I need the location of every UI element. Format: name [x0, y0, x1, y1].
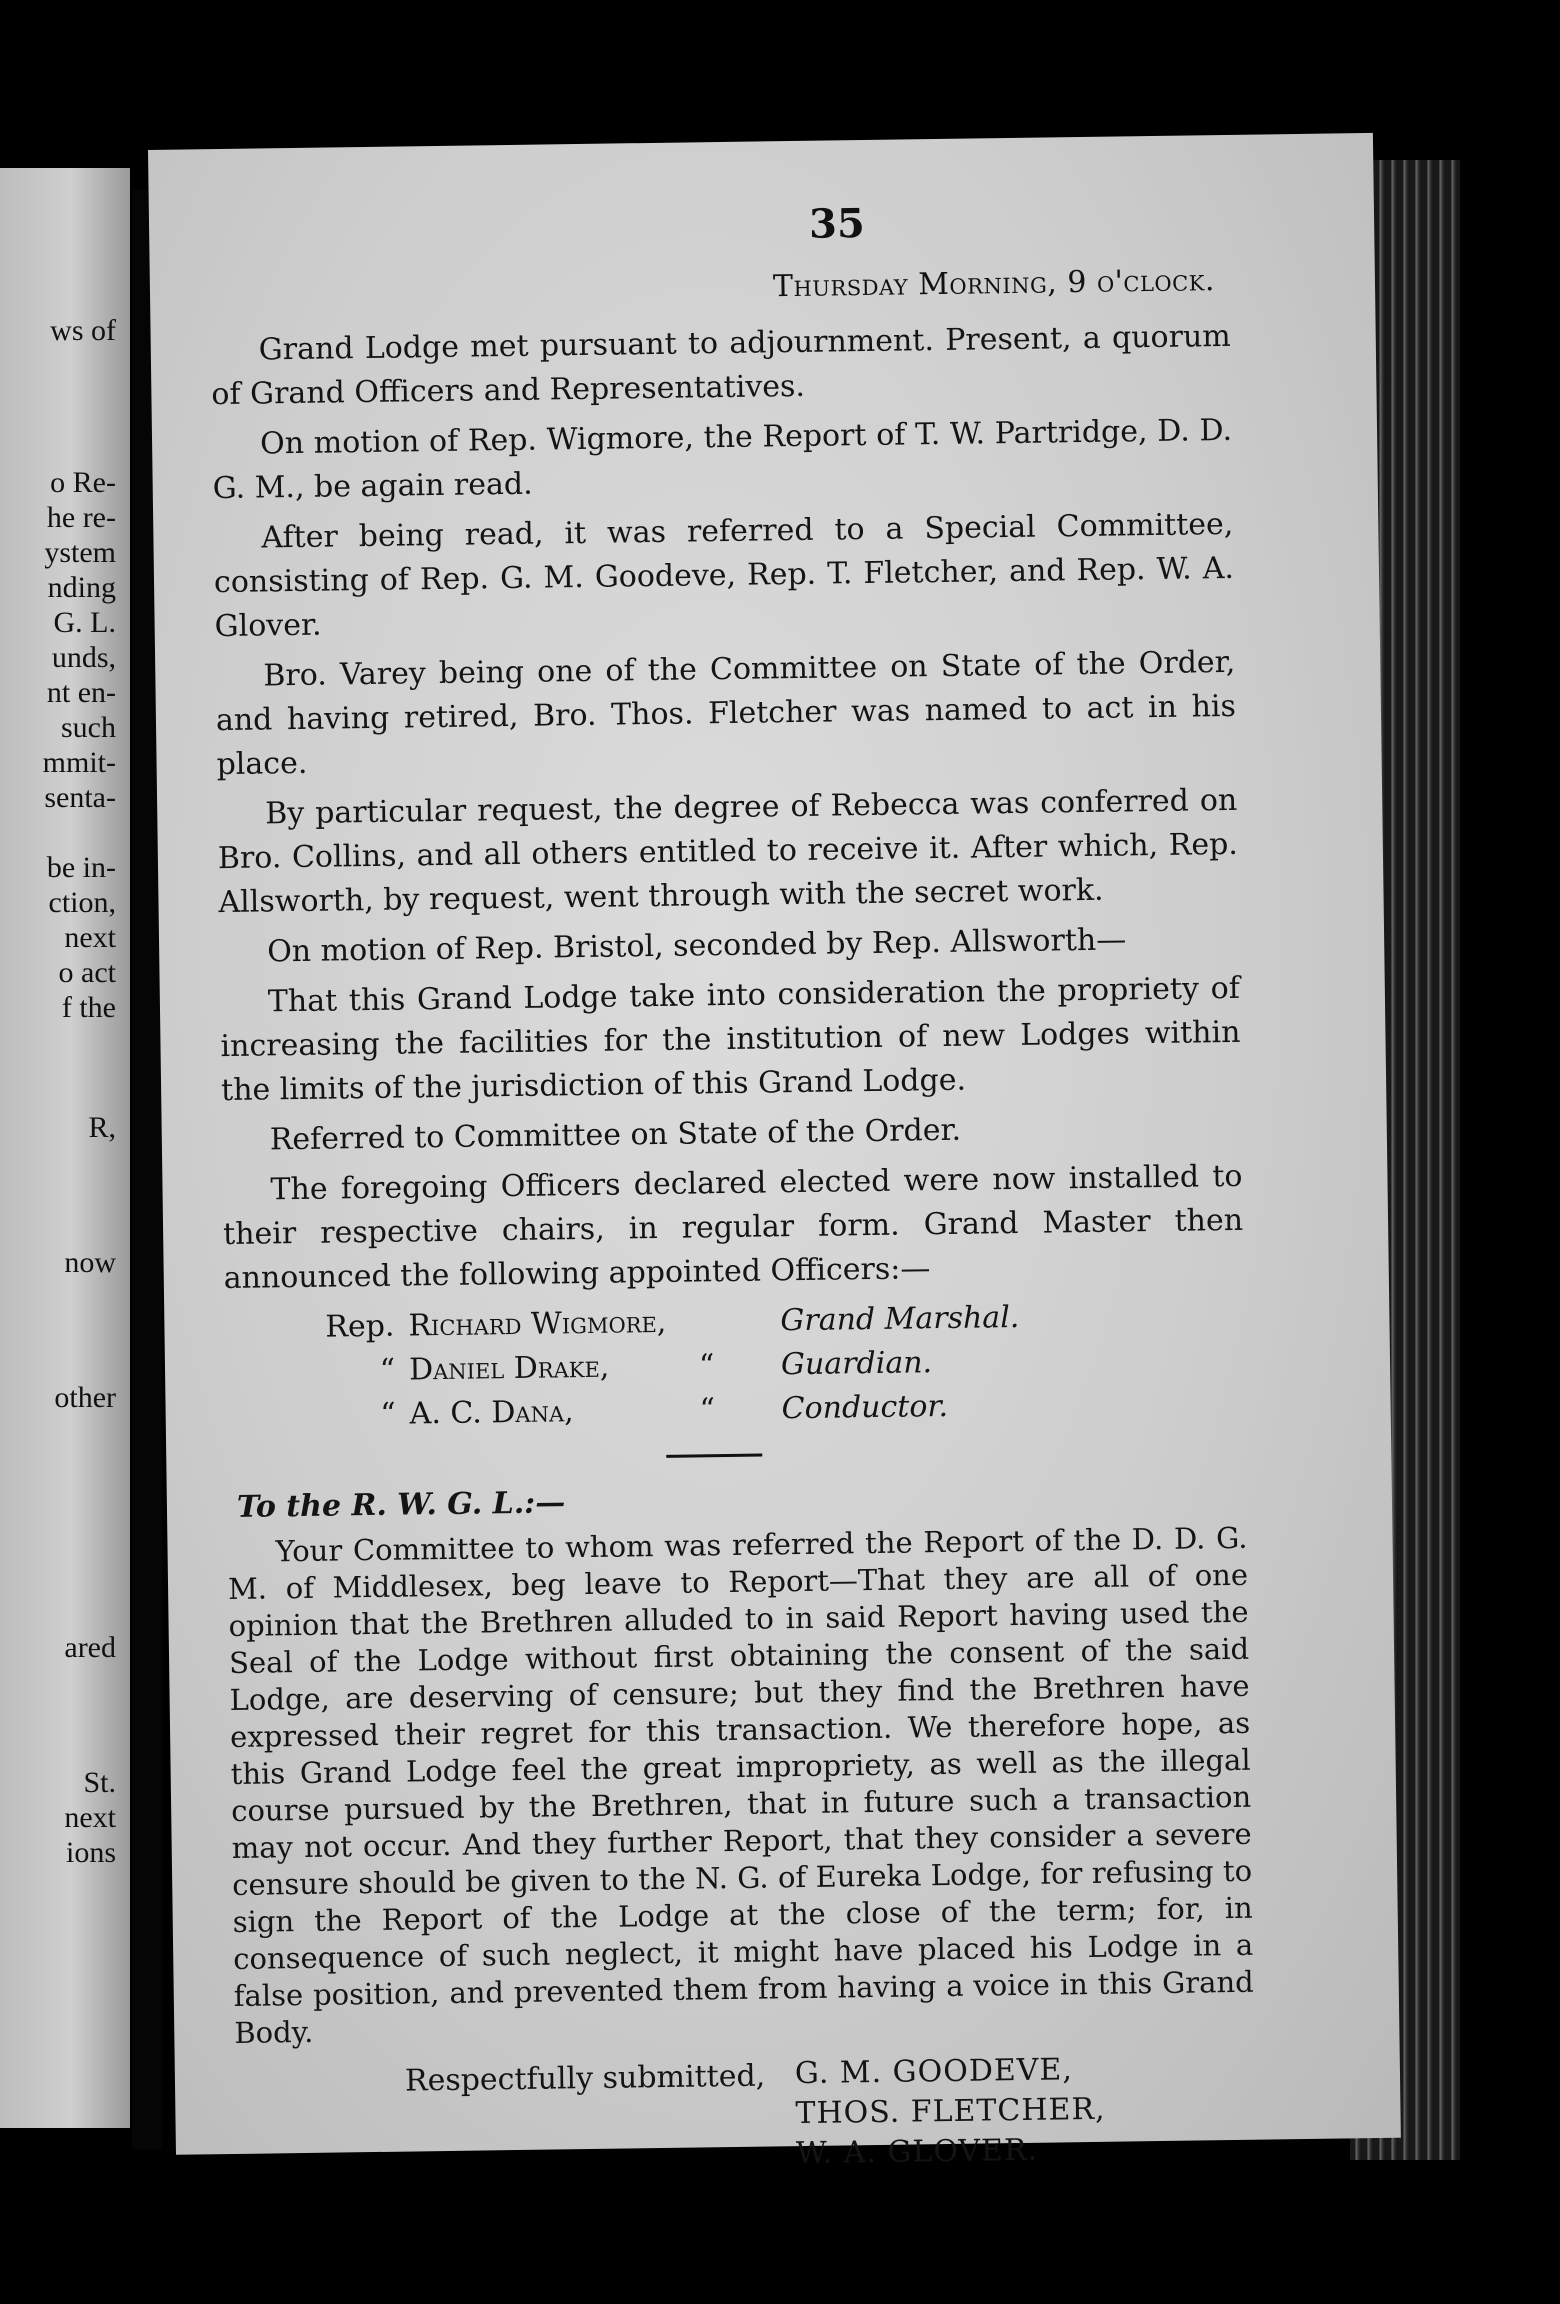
signer-name: G. M. GOODEVE,: [794, 2052, 1074, 2092]
paragraph: Referred to Committee on State of the Order.: [269, 1112, 962, 1158]
officer-name: A. C. Dana,: [409, 1394, 574, 1432]
facing-page-text: R,: [88, 1111, 116, 1144]
officer-ditto: “: [698, 1348, 715, 1384]
facing-page-text: be in-: [46, 851, 116, 884]
facing-page-text: ws of: [50, 314, 116, 347]
officer-ditto: [699, 1330, 781, 1331]
facing-page-fragment: [0, 168, 130, 2128]
facing-page-text: G. L.: [53, 606, 116, 639]
officer-prefix: “: [379, 1352, 396, 1388]
facing-page-text: next: [64, 1801, 116, 1834]
paragraph: Bro. Varey being one of the Committee on State of the Order, and having retired, Bro. Thos. Fletcher was named to act in his place.: [215, 644, 1237, 783]
paragraph: The foregoing Officers declared elected were now installed to their respective chairs, in regular form. Grand Master then announced the following appointed Officers:—: [222, 1158, 1244, 1297]
facing-page-text: now: [64, 1246, 116, 1279]
facing-page-text: f the: [61, 991, 116, 1024]
committee-report: [227, 1472, 1257, 2182]
report-closing: Respectfully submitted,: [404, 2058, 766, 2099]
facing-page-text: other: [54, 1381, 116, 1414]
paragraph: After being read, it was referred to a Special Committee, consisting of Rep. G. M. Goodeve, Rep. T. Fletcher, and Rep. W. A. Glover.: [213, 506, 1235, 645]
officer-name: Daniel Drake,: [408, 1349, 610, 1388]
report-body: Your Committee to whom was referred the Report of the D. D. G. M. of Middlesex, beg leave to Report—That they are all of one opinion that the Brethren alluded to in said Report having used the Seal of the Lodge without first obtaining the consent of the said Lodge, are deserving of censure; but they find the Brethren have expressed their regret for this transaction. We therefore hope, as this Grand Lodge feel the great impropriety, as well as the illegal course pursued by the Brethren, that in future such a transaction may not occur. And they further Report, that they consider a severe censure should be given to the N. G. of Eureka Lodge, for refusing to sign the Report of the Lodge at the close of the term; for, in consequence of such neglect, it might have placed his Lodge in a false position, and prevented them from having a voice in this Grand Body.: [227, 1520, 1254, 2050]
facing-page-text: ions: [65, 1836, 116, 1869]
signer-name: THOS. FLETCHER,: [795, 2091, 1106, 2132]
paragraph: By particular request, the degree of Rebecca was conferred on Bro. Collins, and all others entitled to receive it. After which, Rep. Allsworth, by request, went through with the secret work.: [217, 782, 1239, 921]
officer-prefix: Rep.: [325, 1308, 395, 1345]
facing-page-text: nding: [47, 571, 116, 604]
report-signoff: [235, 2048, 1257, 2182]
session-heading: Thursday Morning, 9 o'clock.: [772, 263, 1216, 305]
book-page: [148, 133, 1401, 2172]
facing-page-text: o Re-: [50, 466, 116, 499]
facing-page-text: senta-: [44, 781, 116, 814]
section-divider: [666, 1454, 762, 1458]
facing-page-text: unds,: [51, 641, 116, 674]
officer-title: Grand Marshal.: [780, 1299, 1020, 1339]
facing-page-text: ared: [64, 1631, 116, 1664]
signer-name: W. A. GLOVER.: [795, 2132, 1039, 2172]
officer-ditto: “: [699, 1392, 716, 1428]
facing-page-text: next: [64, 921, 116, 954]
paragraph: Grand Lodge met pursuant to adjournment. Present, a quorum of Grand Officers and Representatives.: [211, 318, 1231, 413]
paragraph: That this Grand Lodge take into consideration the propriety of increasing the facilities for the institution of new Lodges within the limits of the jurisdiction of this Grand Lodge.: [220, 970, 1241, 1109]
facing-page-text: ystem: [44, 536, 116, 569]
facing-page-text: St.: [83, 1766, 116, 1799]
page-number: 35: [808, 200, 866, 248]
report-signers: [795, 2050, 1107, 2174]
facing-page-text: such: [61, 711, 116, 744]
appointed-officers-list: [224, 1293, 1246, 1439]
report-addressee: To the R. W. G. L.:—: [236, 1485, 566, 1525]
facing-page-text: mmit-: [42, 746, 116, 779]
facing-page-text: o act: [58, 956, 116, 989]
facing-page-text: ction,: [48, 886, 116, 919]
facing-page-text: nt en-: [46, 676, 116, 709]
minutes-text: [211, 315, 1257, 2182]
paragraph: On motion of Rep. Wigmore, the Report of T. W. Partridge, D. D. G. M., be again read.: [212, 412, 1233, 507]
officer-name: Richard Wigmore,: [408, 1304, 667, 1344]
officer-title: Conductor.: [781, 1388, 949, 1427]
officer-prefix: “: [380, 1396, 396, 1432]
officer-title: Guardian.: [780, 1345, 933, 1383]
paragraph: On motion of Rep. Bristol, seconded by Rep. Allsworth—: [266, 922, 1127, 970]
facing-page-text: he re-: [46, 501, 116, 534]
